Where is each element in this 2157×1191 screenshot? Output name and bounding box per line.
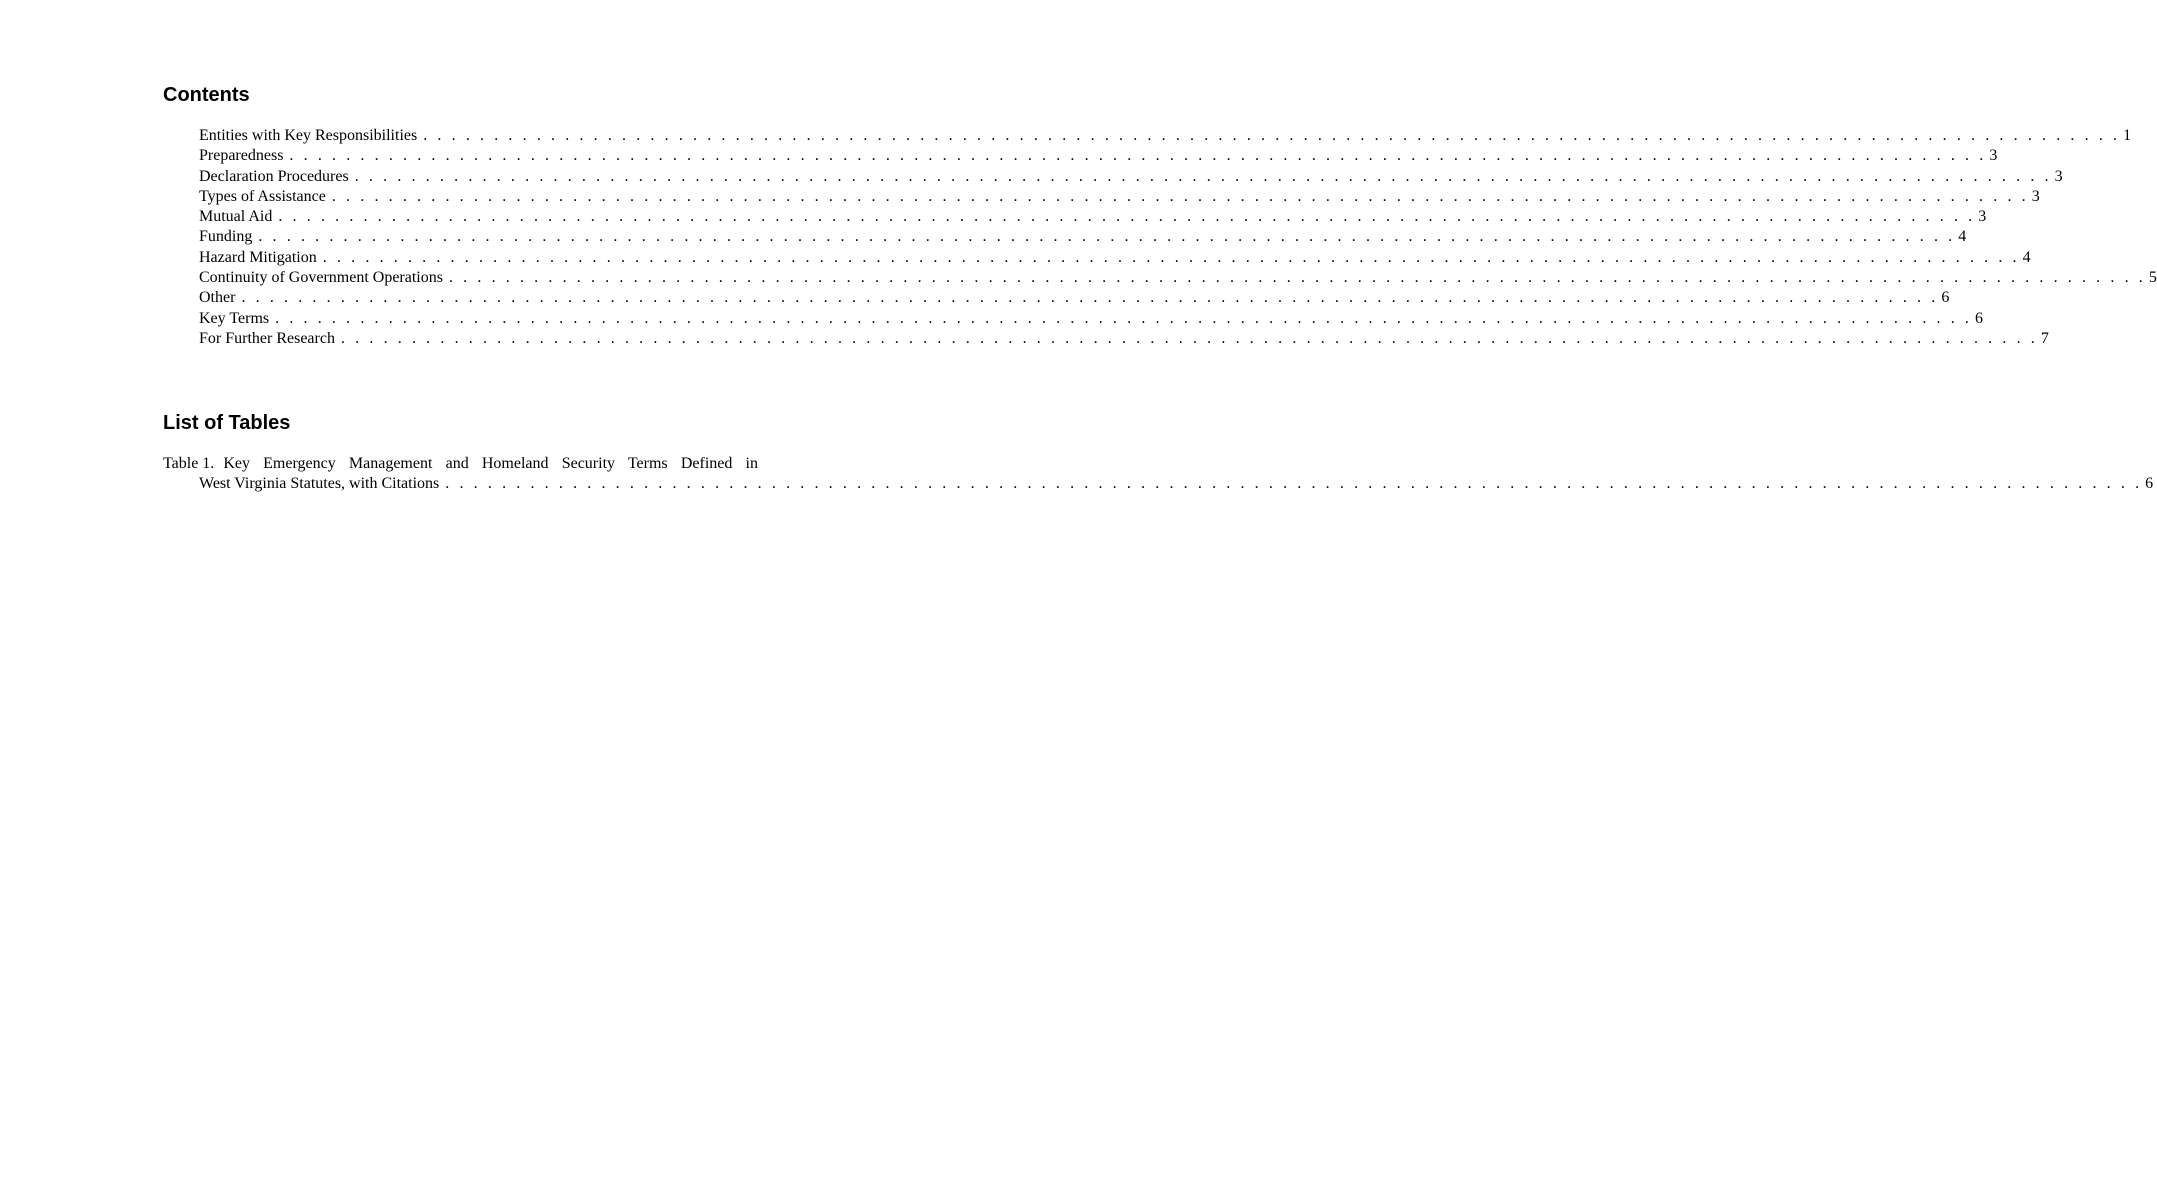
toc-entry[interactable] <box>199 248 2031 268</box>
toc-entry-title: Continuity of Government Operations <box>199 269 443 287</box>
toc-entry-title: Entities with Key Responsibilities <box>199 127 418 144</box>
toc-entry-page-number: 3 <box>2054 167 2063 185</box>
toc-entry-title: Mutual Aid <box>199 208 273 226</box>
toc-entry[interactable] <box>199 126 2132 146</box>
table-list-entry[interactable] <box>163 454 2154 495</box>
list-of-tables-heading: List of Tables <box>163 412 291 434</box>
dot-leader: . . . . . . . . . . . . . . . . . . . . . . . . . . . . . . . . . . . . . . . . . . . . . . . . . . . . . . . . . . . . . . . . . . . . . . . . . . . . . . . . . . . . . . . . . . . . . . . . . . . . . . . . . . . . . . . . . . . . . . . . <box>258 228 1956 246</box>
toc-entry[interactable] <box>199 309 1984 329</box>
toc-entry-page-number: 6 <box>1975 309 1984 327</box>
toc-entry-title: Types of Assistance <box>199 187 326 205</box>
list-of-tables <box>163 454 2154 495</box>
dot-leader: . . . . . . . . . . . . . . . . . . . . . . . . . . . . . . . . . . . . . . . . . . . . . . . . . . . . . . . . . . . . . . . . . . . . . . . . . . . . . . . . . . . . . . . . . . . . . . . . . . . . . . . . . . . . . . . . . . . . . . . . <box>241 289 1939 307</box>
table-entry-line-1 <box>163 454 758 474</box>
toc-entry[interactable] <box>199 288 1950 308</box>
toc-entry-page-number: 3 <box>1989 147 1998 165</box>
table-entry-page-number: 6 <box>2145 475 2154 493</box>
toc-entry-title: Declaration Procedures <box>199 167 349 185</box>
toc-entry-page-number: 4 <box>2022 248 2031 266</box>
dot-leader: . . . . . . . . . . . . . . . . . . . . . . . . . . . . . . . . . . . . . . . . . . . . . . . . . . . . . . . . . . . . . . . . . . . . . . . . . . . . . . . . . . . . . . . . . . . . . . . . . . . . . . . . . . . . . . . . . . . . . . . . <box>331 187 2029 205</box>
toc-entry[interactable] <box>199 187 2040 207</box>
dot-leader: . . . . . . . . . . . . . . . . . . . . . . . . . . . . . . . . . . . . . . . . . . . . . . . . . . . . . . . . . . . . . . . . . . . . . . . . . . . . . . . . . . . . . . . . . . . . . . . . . . . . . . . . . . . . . . . . . . . . . . . . <box>289 147 1987 165</box>
toc-entry-title: Other <box>199 289 236 307</box>
toc-entry-title: For Further Research <box>199 329 335 347</box>
toc-entry-page-number: 6 <box>1941 289 1950 307</box>
dot-leader: . . . . . . . . . . . . . . . . . . . . . . . . . . . . . . . . . . . . . . . . . . . . . . . . . . . . . . . . . . . . . . . . . . . . . . . . . . . . . . . . . . . . . . . . . . . . . . . . . . . . . . . . . . . . . . . . . . . . . . . . <box>275 309 1973 327</box>
table-entry-line-2 <box>163 474 2154 494</box>
contents-heading: Contents <box>163 84 250 106</box>
dot-leader: . . . . . . . . . . . . . . . . . . . . . . . . . . . . . . . . . . . . . . . . . . . . . . . . . . . . . . . . . . . . . . . . . . . . . . . . . . . . . . . . . . . . . . . . . . . . . . . . . . . . . . . . . . . . . . . . . . . . . . . . <box>445 475 2143 493</box>
toc-entry[interactable] <box>199 167 2063 187</box>
toc-entry-title: Funding <box>199 228 253 246</box>
toc-entry-title: Preparedness <box>199 147 284 165</box>
toc-entry-title: Hazard Mitigation <box>199 248 317 266</box>
toc-entry[interactable] <box>199 329 2049 349</box>
toc-entry-page-number: 1 <box>2123 127 2132 144</box>
dot-leader: . . . . . . . . . . . . . . . . . . . . . . . . . . . . . . . . . . . . . . . . . . . . . . . . . . . . . . . . . . . . . . . . . . . . . . . . . . . . . . . . . . . . . . . . . . . . . . . . . . . . . . . . . . . . . . . . . . . . . . . . <box>340 329 2038 347</box>
toc-entry[interactable] <box>199 227 1967 247</box>
toc-entry-title: Key Terms <box>199 309 270 327</box>
toc-entry[interactable] <box>199 207 1987 227</box>
toc-entry-page-number: 3 <box>2031 187 2040 205</box>
table-entry-title-line-1: Key Emergency Management and Homeland Security Terms Defined in <box>223 455 758 472</box>
toc-entry-page-number: 4 <box>1958 228 1967 246</box>
dot-leader: . . . . . . . . . . . . . . . . . . . . . . . . . . . . . . . . . . . . . . . . . . . . . . . . . . . . . . . . . . . . . . . . . . . . . . . . . . . . . . . . . . . . . . . . . . . . . . . . . . . . . . . . . . . . . . . . . . . . . . . . <box>423 127 2121 144</box>
dot-leader: . . . . . . . . . . . . . . . . . . . . . . . . . . . . . . . . . . . . . . . . . . . . . . . . . . . . . . . . . . . . . . . . . . . . . . . . . . . . . . . . . . . . . . . . . . . . . . . . . . . . . . . . . . . . . . . . . . . . . . . . <box>278 208 1976 226</box>
table-of-contents <box>199 126 2157 349</box>
dot-leader: . . . . . . . . . . . . . . . . . . . . . . . . . . . . . . . . . . . . . . . . . . . . . . . . . . . . . . . . . . . . . . . . . . . . . . . . . . . . . . . . . . . . . . . . . . . . . . . . . . . . . . . . . . . . . . . . . . . . . . . . <box>448 269 2146 287</box>
toc-entry[interactable] <box>199 268 2157 288</box>
table-entry-title-line-2: West Virginia Statutes, with Citations <box>199 475 440 493</box>
toc-entry-page-number: 3 <box>1978 208 1987 226</box>
dot-leader: . . . . . . . . . . . . . . . . . . . . . . . . . . . . . . . . . . . . . . . . . . . . . . . . . . . . . . . . . . . . . . . . . . . . . . . . . . . . . . . . . . . . . . . . . . . . . . . . . . . . . . . . . . . . . . . . . . . . . . . . <box>354 167 2052 185</box>
toc-entry-page-number: 7 <box>2040 329 2049 347</box>
toc-entry-page-number: 5 <box>2148 269 2157 287</box>
dot-leader: . . . . . . . . . . . . . . . . . . . . . . . . . . . . . . . . . . . . . . . . . . . . . . . . . . . . . . . . . . . . . . . . . . . . . . . . . . . . . . . . . . . . . . . . . . . . . . . . . . . . . . . . . . . . . . . . . . . . . . . . <box>322 248 2020 266</box>
table-entry-label: Table 1. <box>163 455 215 472</box>
toc-entry[interactable] <box>199 146 1998 166</box>
